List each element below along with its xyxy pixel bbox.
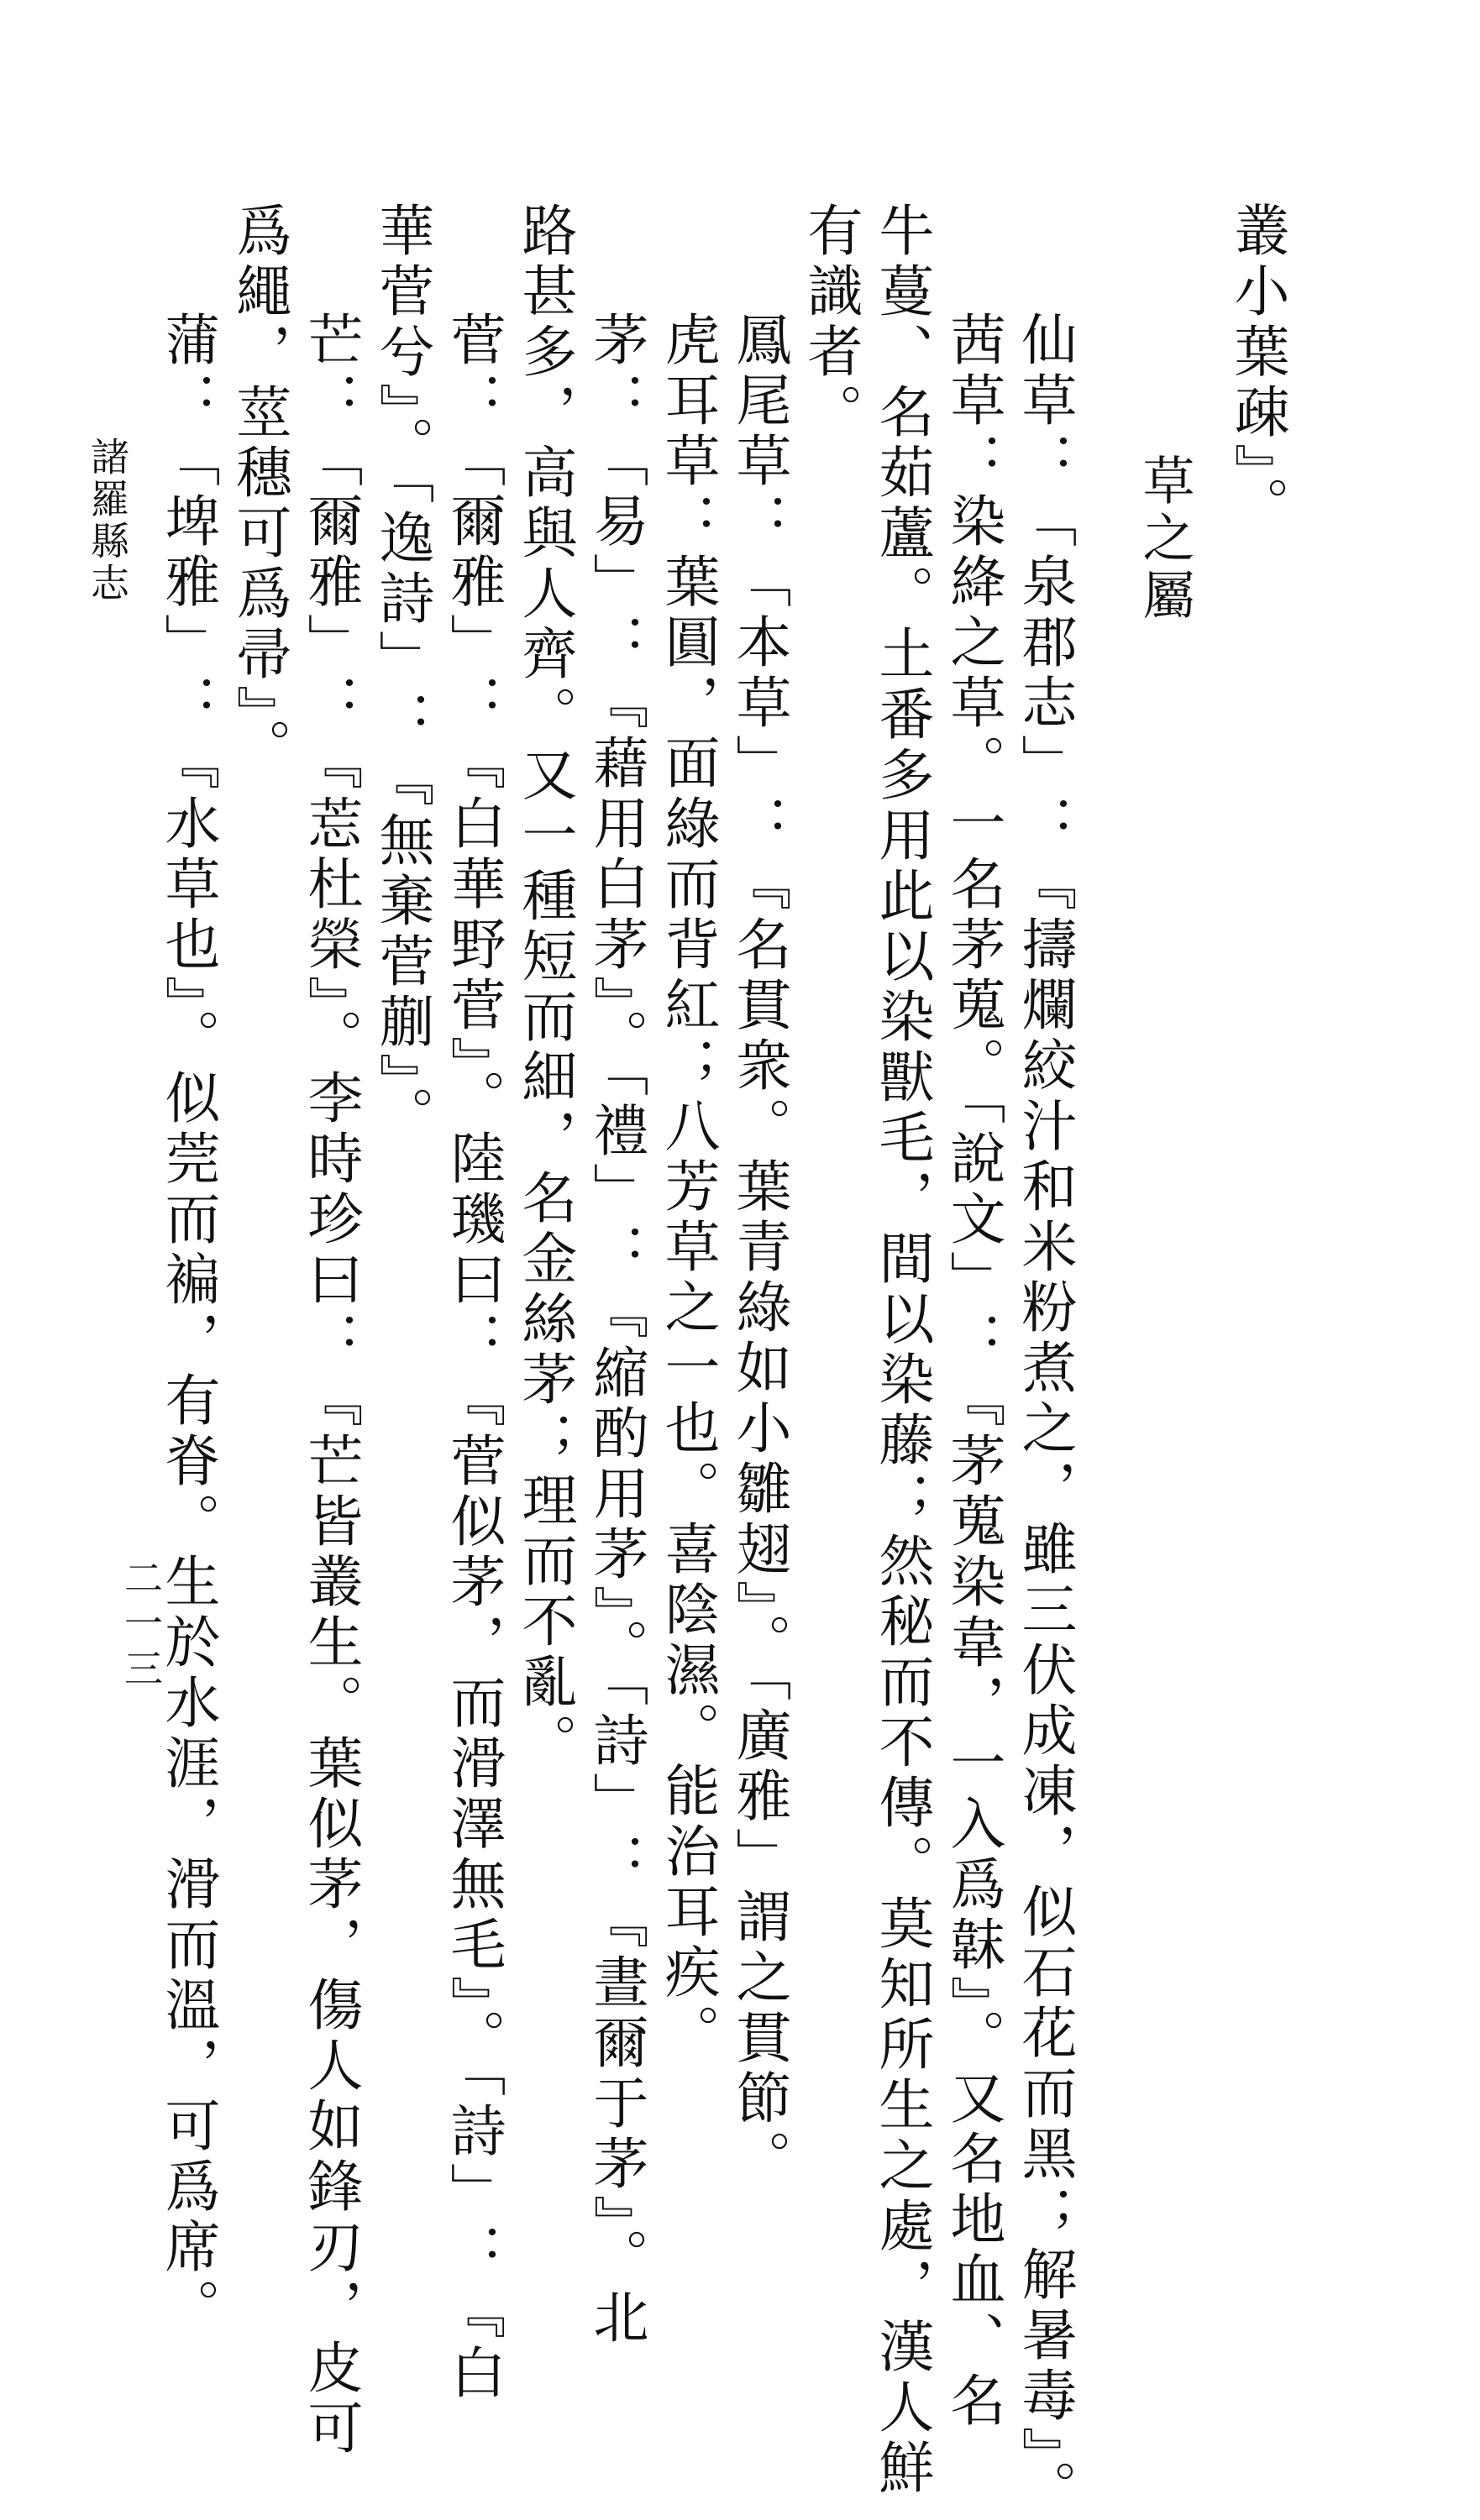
text-column-14: 爲繩，莖穗可爲帚』。 [227, 202, 291, 778]
text-column-3: 仙草：「泉郡志」：『擣爛絞汁和米粉煮之，雖三伏成凍，似石花而黑；解暑毒』。 [1012, 311, 1077, 2520]
text-column-8: 虎耳草：葉圓，面綠而背紅；八芳草之一也。喜陰濕。能治耳疾。 [655, 311, 720, 2064]
text-column-13: 芒：「爾雅」：『莣杜榮』。李時珍曰：『芒皆叢生。葉似茅，傷人如鋒刃，皮可 [298, 311, 363, 2460]
text-column-12: 華菅兮』。「逸詩」：『無棄菅蒯』。 [370, 202, 434, 1146]
text-column-4: 茜草：染絳之草。一名茅蒐。「說文」：『茅蒐染韋，一入爲韎』。又名地血、名 [941, 311, 1005, 2432]
text-column-5: 牛蔓、名茹蘆。土番多用此以染獸毛，間以染藤；然秘而不傳。莫知所生之處，漢人鮮 [869, 202, 934, 2499]
text-column-11: 菅：「爾雅」：『白華野菅』。陸璣曰：『菅似茅，而滑澤無毛』。「詩」：『白 [441, 311, 506, 2404]
text-column-7: 鳳尾草：「本草」：『名貫衆。葉青綠如小雛翅』。「廣雅」謂之貫節。 [727, 311, 791, 2190]
text-column-6: 有識者。 [798, 202, 863, 443]
text-column-1: 叢小葉疎』。 [1225, 202, 1289, 537]
text-column-9: 茅：「易」：『藉用白茅』。「禮」：『縮酌用茅』。「詩」：『晝爾于茅』。北 [584, 311, 648, 2349]
text-column-10: 路甚多，高與人齊。又一種短而細，名金絲茅；理而不亂。 [512, 202, 577, 1773]
text-column-15: 蒲：「埤雅」：『水草也』。似莞而褊，有脊。生於水涯，滑而溫，可爲席。 [155, 311, 220, 2339]
book-title-footer: 諸羅縣志 [85, 437, 130, 605]
section-heading: 草之屬 [1134, 453, 1195, 625]
page-number: 二一三 [118, 1558, 164, 1694]
